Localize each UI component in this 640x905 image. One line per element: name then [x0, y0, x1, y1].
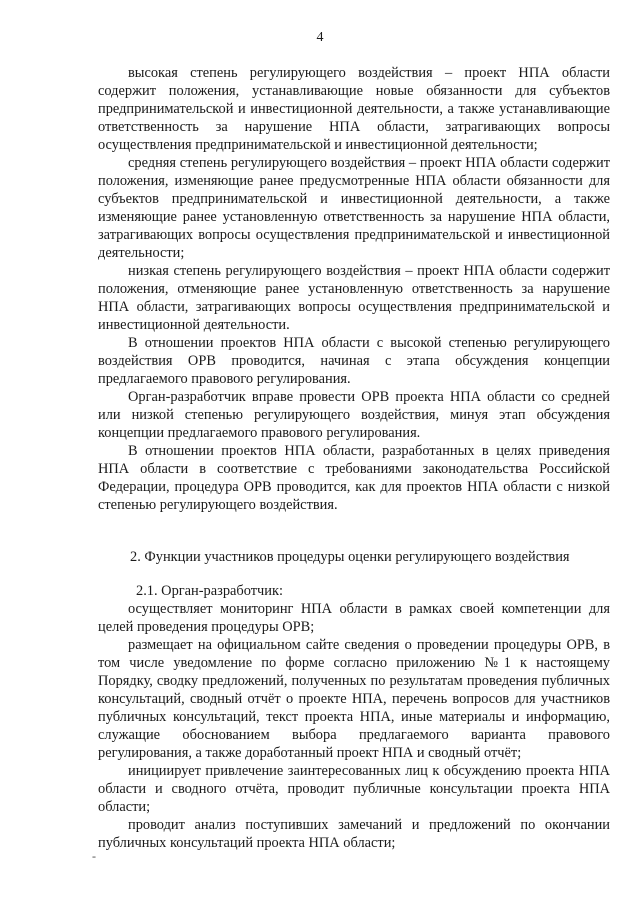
- paragraph-high-impact-procedure: В отношении проектов НПА области с высокой степенью регулирующего воздействия ОРВ проводится, начиная с этапа обсуждения концепции предлагаемого правового регулирования.: [98, 335, 610, 387]
- function-analysis: проводит анализ поступивших замечаний и предложений по окончании публичных консультаций проекта НПА области;: [98, 817, 610, 851]
- function-publishing: размещает на официальном сайте сведения о проведении процедуры ОРВ, в том числе уведомление по форме согласно приложению №1 к настоящему Порядку, сводку предложений, полученных по результатам проведения публичных консультаций, сводный отчёт о проекте НПА, перечень вопросов для участников публичных консультаций, текст проекта НПА, иные материалы и информацию, служащие обоснованием выбора предлагаемого варианта правового регулирования, а также доработанный проект НПА и сводный отчёт;: [98, 637, 610, 761]
- section-2-1-subheading: 2.1. Орган-разработчик:: [136, 583, 283, 599]
- section-2-heading: 2. Функции участников процедуры оценки регулирующего воздействия: [130, 549, 570, 565]
- paragraph-high-impact: высокая степень регулирующего воздействия – проект НПА области содержит положения, устанавливающие новые обязанности для субъектов предпринимательской и инвестиционной деятельности, а также устанавливающие ответственность за нарушение НПА области, затрагивающих вопросы осуществления предпринимательской и инвестиционной деятельности;: [98, 65, 610, 153]
- function-monitoring: осуществляет мониторинг НПА области в рамках своей компетенции для целей проведения процедуры ОРВ;: [98, 601, 610, 635]
- paragraph-alignment-projects: В отношении проектов НПА области, разработанных в целях приведения НПА области в соответствие с требованиями законодательства Российской Федерации, процедура ОРВ проводится, как для проектов НПА области с низкой степенью регулирующего воздействия.: [98, 443, 610, 513]
- margin-mark: -: [92, 849, 96, 863]
- function-consultations: инициирует привлечение заинтересованных лиц к обсуждению проекта НПА области и сводного отчёта, проводит публичные консультации проекта НПА области;: [98, 763, 610, 815]
- paragraph-developer-right: Орган-разработчик вправе провести ОРВ проекта НПА области со средней или низкой степенью регулирующего воздействия, минуя этап обсуждения концепции предлагаемого правового регулирования.: [98, 389, 610, 441]
- document-body: [98, 64, 610, 852]
- paragraph-medium-impact: средняя степень регулирующего воздействия – проект НПА области содержит положения, изменяющие ранее предусмотренные НПА области обязанности для субъектов предпринимательской и инвестиционной деятельности, а также изменяющие ранее установленную ответственность за нарушение НПА области, затрагивающих вопросы осуществления предпринимательской и инвестиционной деятельности;: [98, 155, 610, 261]
- page-number: 4: [316, 30, 324, 45]
- paragraph-low-impact: низкая степень регулирующего воздействия – проект НПА области содержит положения, отменяющие ранее установленную ответственность за нарушение НПА области, затрагивающих вопросы осуществления предпринимательской и инвестиционной деятельности.: [98, 263, 610, 333]
